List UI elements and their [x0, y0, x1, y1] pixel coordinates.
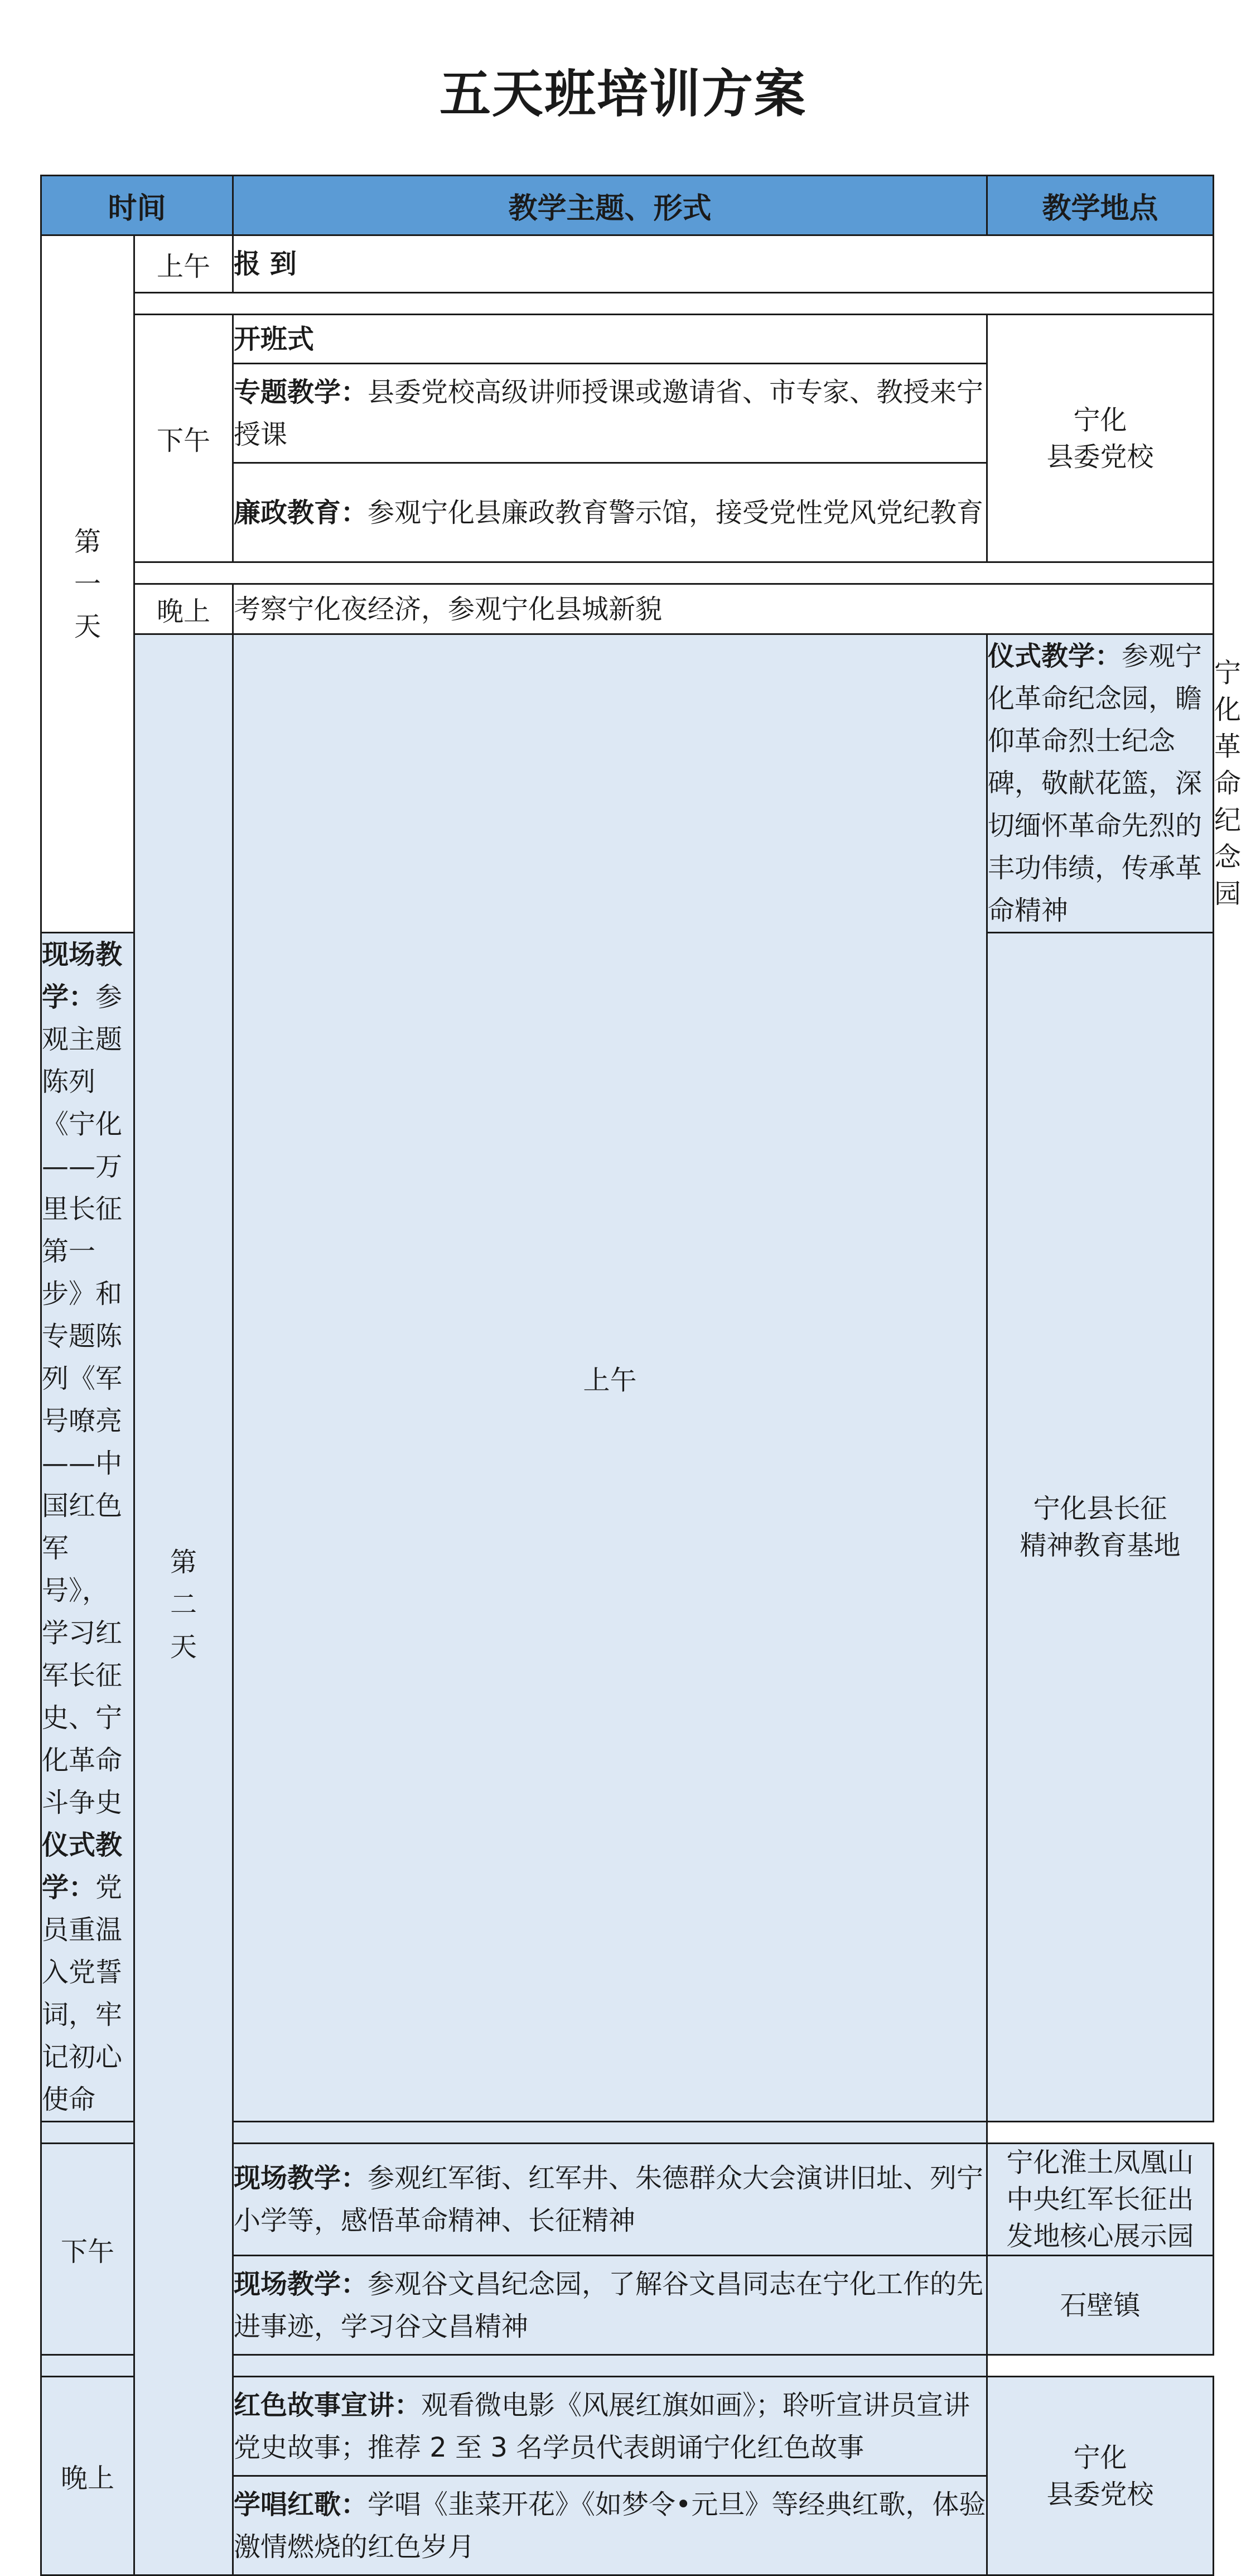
day2-label: 第 二 天: [134, 634, 233, 2575]
day2-site-teaching-1: 现场教学：参观主题陈列《宁化——万里长征第一步》和专题陈列《军号嘹亮——中国红色军号》，学习红军长征史、宁化革命斗争史 仪式教学：党员重温入党誓词，牢记初心使命: [41, 933, 134, 2122]
day2-ceremony-teaching-1: 仪式教学：参观宁化革命纪念园，瞻仰革命烈士纪念碑，敬献花篮，深切缅怀革命先烈的丰功伟绩，传承革命精神: [987, 634, 1214, 933]
day2-site3-location: 石壁镇: [987, 2256, 1214, 2355]
day2-evening-location: 宁化 县委党校: [987, 2377, 1214, 2575]
gap-cell: [134, 293, 1214, 315]
day1-integrity-education: 廉政教育：参观宁化县廉政教育警示馆，接受党性党风党纪教育: [233, 463, 987, 562]
day1-morning-period: 上午: [134, 235, 233, 293]
header-location: 教学地点: [987, 176, 1214, 235]
gap-cell: [134, 562, 1214, 584]
gap-cell: [41, 2122, 987, 2144]
day1-evening-item: 考察宁化夜经济，参观宁化县城新貌: [233, 584, 1214, 634]
day1-morning-item: 报 到: [233, 235, 1214, 293]
day1-evening-period: 晚上: [134, 584, 233, 634]
day1-label: 第 一 天: [41, 235, 134, 933]
day2-red-songs: 学唱红歌：学唱《韭菜开花》《如梦令•元旦》等经典红歌，体验激情燃烧的红色岁月: [233, 2476, 987, 2575]
day2-evening-period: 晚上: [41, 2377, 134, 2575]
page-title: 五天班培训方案: [439, 64, 806, 124]
day2-red-story: 红色故事宣讲：观看微电影《风展红旗如画》；聆听宣讲员宣讲党史故事；推荐 2 至 3 名学员代表朗诵宁化红色故事: [233, 2377, 987, 2476]
day1-opening: 开班式: [233, 315, 987, 364]
header-topic: 教学主题、形式: [233, 176, 987, 235]
day1-afternoon-period: 下午: [134, 315, 233, 562]
gap-cell: [41, 2355, 987, 2377]
day1-afternoon-location: 宁化 县委党校: [987, 315, 1214, 562]
header-time: 时间: [41, 176, 233, 235]
gap-row: [41, 562, 1214, 584]
day2-site-teaching-3: 现场教学：参观谷文昌纪念园，了解谷文昌同志在宁化工作的先进事迹，学习谷文昌精神: [233, 2256, 987, 2355]
day1-special-teaching: 专题教学：县委党校高级讲师授课或邀请省、市专家、教授来宁授课: [233, 364, 987, 463]
training-schedule-table: [40, 175, 1242, 2576]
gap-row: [41, 2355, 1214, 2377]
day2-afternoon-period: 下午: [41, 2144, 134, 2355]
gap-row: [41, 2122, 1214, 2144]
table-row: [41, 315, 1214, 364]
day2-site1-location: 宁化县长征 精神教育基地: [987, 933, 1214, 2122]
day2-morning-period: 上午: [233, 634, 987, 2122]
day2-site-teaching-2: 现场教学：参观红军街、红军井、朱德群众大会演讲旧址、列宁小学等，感悟革命精神、长征精神: [233, 2144, 987, 2256]
table-row: 第 二 天 上午 仪式教学：参观宁化革命纪念园，瞻仰革命烈士纪念碑，敬献花篮，深切缅怀革命先烈的丰功伟绩，传承革命精神 宁化革命纪念园: [41, 634, 1214, 933]
table-row: [41, 235, 1214, 293]
table-header-row: [41, 176, 1214, 235]
table-row: [41, 584, 1214, 634]
gap-row: [41, 293, 1214, 315]
day2-site2-location: 宁化淮土凤凰山 中央红军长征出 发地核心展示园: [987, 2144, 1214, 2256]
